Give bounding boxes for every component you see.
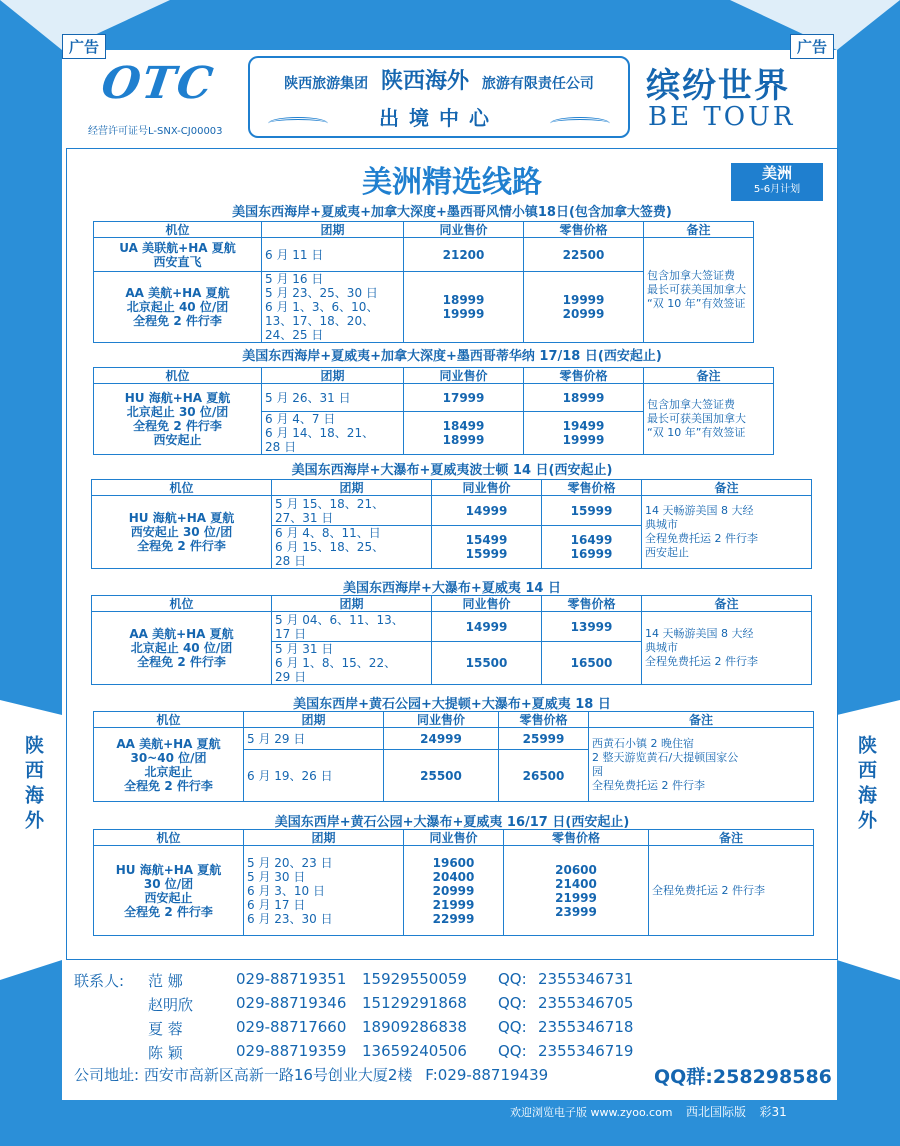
route-table: [91, 595, 812, 685]
header-trade-price: 同业售价: [404, 830, 504, 846]
header-retail-price: 零售价格: [542, 596, 642, 612]
footer-page: 彩31: [759, 1105, 787, 1119]
header-trade-price: 同业售价: [432, 480, 542, 496]
license-number: 经营许可证号L-SNX-CJ00003: [88, 126, 223, 137]
header-dates: 团期: [244, 712, 384, 728]
header-seat: 机位: [94, 222, 262, 238]
note-cell: 包含加拿大签证费 最长可获美国加拿大 “双 10 年”有效签证: [644, 384, 774, 455]
contact-name: 陈 颖: [148, 1044, 183, 1062]
header-note: 备注: [642, 596, 812, 612]
fax: F:029-88719439: [425, 1066, 549, 1084]
page-footer: [0, 1100, 900, 1146]
seat-cell: AA 美航+HA 夏航 30~40 位/团 北京起止 全程免 2 件行李: [94, 728, 244, 802]
contact-qq-label: QQ:: [498, 1018, 527, 1036]
route-table: [93, 829, 814, 936]
header-retail-price: 零售价格: [504, 830, 649, 846]
contact-qq-label: QQ:: [498, 994, 527, 1012]
header: [62, 52, 837, 147]
group-name: 陕西旅游集团: [284, 76, 369, 92]
retail-price-cell: 20600 21400 21999 23999: [504, 846, 649, 936]
dates-cell: 5 月 26、31 日: [262, 384, 404, 412]
contact-tel: 029-88719359: [236, 1042, 347, 1060]
header-trade-price: 同业售价: [432, 596, 542, 612]
routes-section: [66, 148, 838, 960]
brand-chinese: 缤纷世界: [646, 66, 790, 106]
brand-english: BE TOUR: [648, 102, 796, 132]
trade-price-cell: 21200: [404, 238, 524, 272]
region-badge: [731, 163, 823, 201]
contact-mobile: 13659240506: [362, 1042, 467, 1060]
contact-mobile: 15929550059: [362, 970, 467, 988]
seat-cell: HU 海航+HA 夏航 30 位/团 西安起止 全程免 2 件行李: [94, 846, 244, 936]
dates-cell: 5 月 16 日 5 月 23、25、30 日 6 月 1、3、6、10、 13、17、18、20、 24、25 日: [262, 272, 404, 343]
header-note: 备注: [644, 368, 774, 384]
seat-cell: HU 海航+HA 夏航 西安起止 30 位/团 全程免 2 件行李: [92, 496, 272, 569]
header-retail-price: 零售价格: [524, 222, 644, 238]
route-title: 美国东西海岸+大瀑布+夏威夷 14 日: [343, 581, 561, 596]
trade-price-cell: 15499 15999: [432, 526, 542, 569]
dates-cell: 5 月 15、18、21、 27、31 日: [272, 496, 432, 526]
region-name: 美洲: [761, 164, 792, 182]
dates-cell: 6 月 4、8、11、日 6 月 15、18、25、 28 日: [272, 526, 432, 569]
route-title: 美国东西海岸+夏威夷+加拿大深度+墨西哥蒂华纳 17/18 日(西安起止): [242, 349, 662, 364]
retail-price-cell: 26500: [499, 750, 589, 802]
footer-site: 欢迎浏览电子版 www.zyoo.com: [510, 1106, 673, 1119]
seat-cell: AA 美航+HA 夏航 北京起止 40 位/团 全程免 2 件行李: [94, 272, 262, 343]
header-dates: 团期: [272, 596, 432, 612]
contact-qq-label: QQ:: [498, 970, 527, 988]
header-note: 备注: [649, 830, 814, 846]
contact-mobile: 15129291868: [362, 994, 467, 1012]
route-title: 美国东西岸+黄石公园+大提顿+大瀑布+夏威夷 18 日: [293, 697, 611, 712]
region-plan: 5-6月计划: [753, 184, 801, 195]
seat-cell: HU 海航+HA 夏航 北京起止 30 位/团 全程免 2 件行李 西安起止: [94, 384, 262, 455]
retail-price-cell: 25999: [499, 728, 589, 750]
retail-price-cell: 18999: [524, 384, 644, 412]
contact-name: 赵明欣: [148, 996, 194, 1014]
dates-cell: 5 月 04、6、11、13、 17 日: [272, 612, 432, 642]
contact-label: 联系人:: [74, 972, 125, 990]
route-table: [93, 367, 774, 455]
header-dates: 团期: [262, 222, 404, 238]
note-cell: 包含加拿大签证费 最长可获美国加拿大 “双 10 年”有效签证: [644, 238, 754, 343]
header-note: 备注: [642, 480, 812, 496]
contact-section: [66, 960, 836, 1092]
trade-price-cell: 18499 18999: [404, 412, 524, 455]
note-cell: 西黄石小镇 2 晚住宿 2 整天游览黄石/大提顿国家公 园 全程免费托运 2 件行李: [589, 728, 814, 802]
contact-qq: 2355346731: [538, 970, 634, 988]
trade-price-cell: 17999: [404, 384, 524, 412]
header-seat: 机位: [94, 830, 244, 846]
trade-price-cell: 18999 19999: [404, 272, 524, 343]
contact-mobile: 18909286838: [362, 1018, 467, 1036]
retail-price-cell: 22500: [524, 238, 644, 272]
contact-tel: 029-88717660: [236, 1018, 347, 1036]
address-row: [74, 1064, 548, 1085]
header-dates: 团期: [262, 368, 404, 384]
contact-qq: 2355346718: [538, 1018, 634, 1036]
contact-qq: 2355346719: [538, 1042, 634, 1060]
header-trade-price: 同业售价: [404, 368, 524, 384]
route-table: [93, 711, 814, 802]
trade-price-cell: 25500: [384, 750, 499, 802]
company-name: 陕西海外: [380, 68, 469, 94]
dates-cell: 6 月 19、26 日: [244, 750, 384, 802]
otc-logo: OTC: [98, 58, 218, 109]
header-note: 备注: [644, 222, 754, 238]
header-dates: 团期: [244, 830, 404, 846]
header-note: 备注: [589, 712, 814, 728]
note-cell: 14 天畅游美国 8 大经 典城市 全程免费托运 2 件行李: [642, 612, 812, 685]
wave-decoration-left: [268, 117, 328, 130]
seat-cell: AA 美航+HA 夏航 北京起止 40 位/团 全程免 2 件行李: [92, 612, 272, 685]
dates-cell: 5 月 29 日: [244, 728, 384, 750]
trade-price-cell: 24999: [384, 728, 499, 750]
trade-price-cell: 15500: [432, 642, 542, 685]
header-trade-price: 同业售价: [404, 222, 524, 238]
contact-row: [66, 1042, 836, 1064]
header-dates: 团期: [272, 480, 432, 496]
header-retail-price: 零售价格: [499, 712, 589, 728]
department: 出境中心: [379, 106, 499, 130]
route-table: [91, 479, 812, 569]
header-retail-price: 零售价格: [542, 480, 642, 496]
contact-row: [66, 994, 836, 1016]
retail-price-cell: 19999 20999: [524, 272, 644, 343]
address: 西安市高新区高新一路16号创业大厦2楼: [143, 1066, 413, 1084]
contact-row: [66, 970, 836, 992]
seat-cell: UA 美联航+HA 夏航 西安直飞: [94, 238, 262, 272]
contact-row: [66, 1018, 836, 1040]
contact-name: 范 娜: [148, 972, 183, 990]
header-seat: 机位: [92, 480, 272, 496]
wave-decoration-right: [550, 117, 610, 130]
trade-price-cell: 14999: [432, 496, 542, 526]
address-label: 公司地址:: [74, 1066, 140, 1084]
dates-cell: 5 月 31 日 6 月 1、8、15、22、 29 日: [272, 642, 432, 685]
header-seat: 机位: [92, 596, 272, 612]
contact-qq: 2355346705: [538, 994, 634, 1012]
header-retail-price: 零售价格: [524, 368, 644, 384]
contact-name: 夏 蓉: [148, 1020, 183, 1038]
header-trade-price: 同业售价: [384, 712, 499, 728]
side-text-right: 陕西海外: [855, 735, 877, 835]
trade-price-cell: 14999: [432, 612, 542, 642]
contact-qq-label: QQ:: [498, 1042, 527, 1060]
note-cell: 14 天畅游美国 8 大经 典城市 全程免费托运 2 件行李 西安起止: [642, 496, 812, 569]
contact-tel: 029-88719351: [236, 970, 347, 988]
ad-tag-left: 广告: [62, 34, 106, 59]
header-seat: 机位: [94, 712, 244, 728]
side-text-left: 陕西海外: [22, 735, 44, 835]
company-box: [248, 56, 630, 138]
retail-price-cell: 16500: [542, 642, 642, 685]
main-title: 美洲精选线路: [362, 165, 542, 200]
route-title: 美国东西海岸+夏威夷+加拿大深度+墨西哥风情小镇18日(包含加拿大签费): [232, 205, 672, 220]
route-title: 美国东西海岸+大瀑布+夏威夷波士顿 14 日(西安起止): [291, 463, 613, 478]
retail-price-cell: 15999: [542, 496, 642, 526]
dates-cell: 6 月 4、7 日 6 月 14、18、21、 28 日: [262, 412, 404, 455]
footer-edition: 西北国际版: [686, 1105, 747, 1119]
retail-price-cell: 19499 19999: [524, 412, 644, 455]
route-table: [93, 221, 754, 343]
dates-cell: 6 月 11 日: [262, 238, 404, 272]
trade-price-cell: 19600 20400 20999 21999 22999: [404, 846, 504, 936]
ad-tag-right: 广告: [790, 34, 834, 59]
retail-price-cell: 16499 16999: [542, 526, 642, 569]
company-suffix: 旅游有限责任公司: [481, 76, 594, 92]
contact-tel: 029-88719346: [236, 994, 347, 1012]
qq-group: QQ群:258298586: [654, 1066, 832, 1088]
retail-price-cell: 13999: [542, 612, 642, 642]
header-seat: 机位: [94, 368, 262, 384]
dates-cell: 5 月 20、23 日 5 月 30 日 6 月 3、10 日 6 月 17 日 6 月 23、30 日: [244, 846, 404, 936]
route-title: 美国东西岸+黄石公园+大瀑布+夏威夷 16/17 日(西安起止): [274, 815, 630, 830]
note-cell: 全程免费托运 2 件行李: [649, 846, 814, 936]
